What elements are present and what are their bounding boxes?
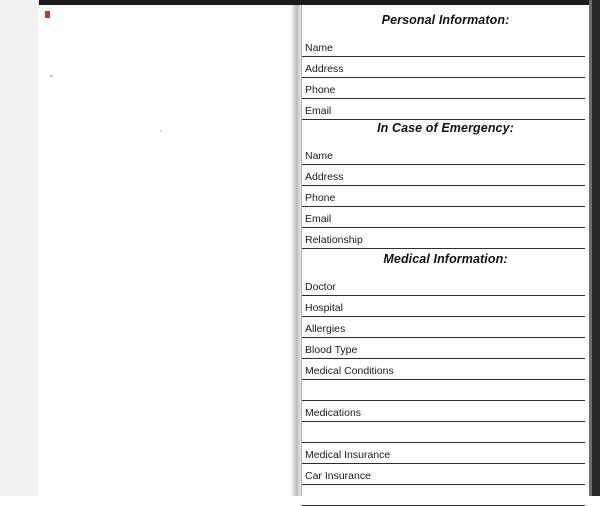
right-form-page: [302, 5, 589, 497]
field-doctor[interactable]: [302, 275, 589, 296]
field-label: Car Insurance: [305, 470, 371, 482]
field-phone[interactable]: [302, 78, 589, 99]
section-title-personal: Personal Informaton:: [381, 13, 510, 27]
field-label: Relationship: [305, 234, 363, 246]
field-rule: [302, 119, 585, 120]
field-label: Phone: [305, 84, 336, 96]
left-blank-page: [38, 5, 291, 497]
field-label: Medical Conditions: [305, 365, 394, 377]
field-label: Address: [305, 63, 344, 75]
field-label: Name: [305, 42, 334, 54]
field-label: Phone: [305, 192, 336, 204]
field-medications[interactable]: [302, 401, 589, 422]
field-label: Doctor: [305, 281, 336, 293]
scan-edge-left: [0, 0, 39, 500]
field-emergency-name[interactable]: [302, 144, 589, 165]
scan-edge-right: [592, 0, 600, 500]
section-in-case-of-emergency: [302, 121, 589, 249]
field-medical-insurance[interactable]: [302, 443, 589, 464]
field-hospital[interactable]: [302, 296, 589, 317]
field-blood-type[interactable]: [302, 338, 589, 359]
field-medical-conditions[interactable]: [302, 359, 589, 380]
field-emergency-phone[interactable]: [302, 186, 589, 207]
field-label: Medications: [305, 407, 362, 419]
field-label: Hospital: [305, 302, 343, 314]
field-label: Blood Type: [305, 344, 358, 356]
field-medical-conditions-continued[interactable]: [302, 380, 589, 401]
scan-edge-bottom: [0, 496, 600, 500]
section-personal-information: [302, 13, 589, 120]
field-rule: [302, 248, 585, 249]
section-title-medical: Medical Information:: [383, 252, 508, 266]
paper-speck: [50, 75, 53, 77]
field-name[interactable]: [302, 36, 589, 57]
paper-speck: [160, 130, 162, 132]
field-emergency-address[interactable]: [302, 165, 589, 186]
field-email[interactable]: [302, 99, 589, 120]
field-label: Medical Insurance: [305, 449, 391, 461]
field-label: Allergies: [305, 323, 346, 335]
field-car-insurance[interactable]: [302, 464, 589, 485]
section-title-emergency: In Case of Emergency:: [377, 121, 514, 135]
field-label: Email: [305, 213, 332, 225]
field-label: Address: [305, 171, 344, 183]
field-emergency-email[interactable]: [302, 207, 589, 228]
field-label: Email: [305, 105, 332, 117]
field-emergency-relationship[interactable]: [302, 228, 589, 249]
corner-mark: [45, 11, 50, 18]
field-label: Name: [305, 150, 334, 162]
field-medications-continued[interactable]: [302, 422, 589, 443]
field-address[interactable]: [302, 57, 589, 78]
section-medical-information: [302, 252, 589, 506]
field-allergies[interactable]: [302, 317, 589, 338]
